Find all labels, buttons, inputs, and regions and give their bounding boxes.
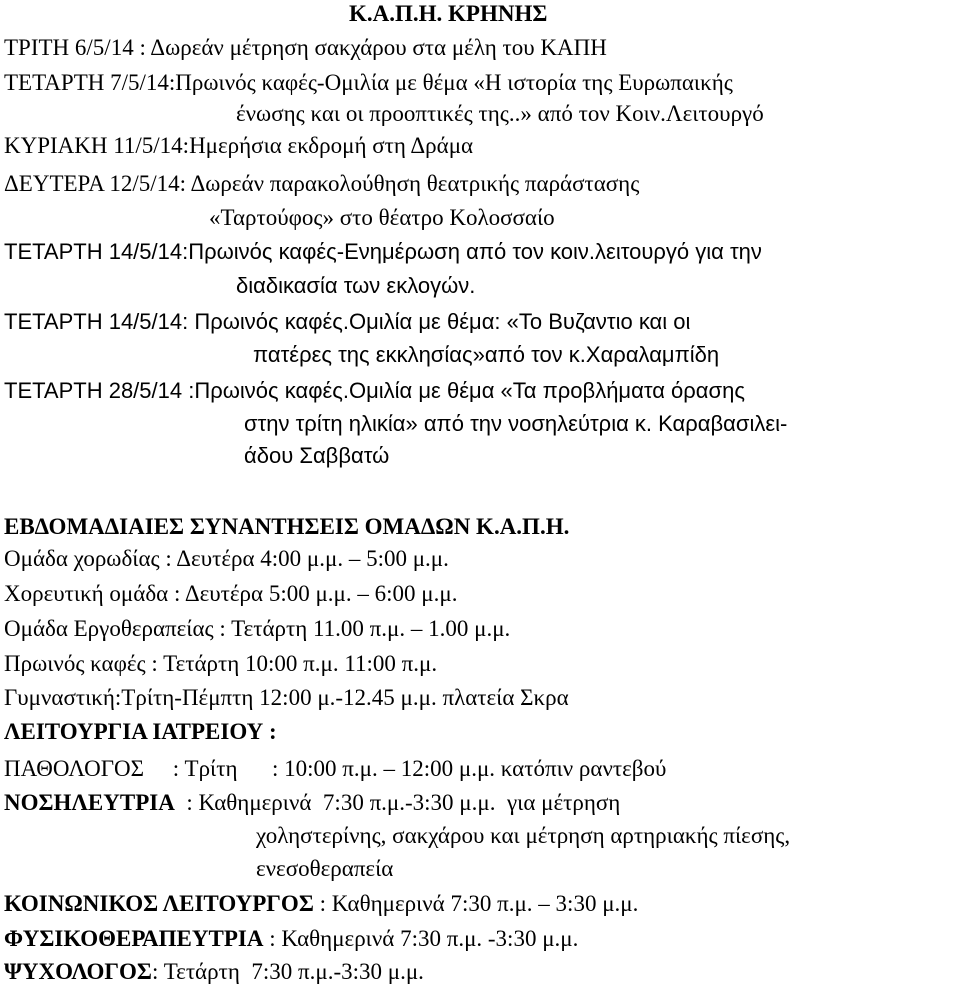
- clinic-role: ΚΟΙΝΩΝΙΚΟΣ ΛΕΙΤΟΥΡΓΟΣ: [4, 891, 314, 916]
- clinic-row: [4, 755, 666, 783]
- clinic-row: [4, 789, 620, 817]
- event-line: ΤΡΙΤΗ 6/5/14 : Δωρεάν μέτρηση σακχάρου στα μέλη του ΚΑΠΗ: [4, 35, 607, 60]
- event-continuation: πατέρες της εκκλησίας»από τον κ.Χαραλαμπίδη: [253, 342, 720, 367]
- clinic-hours: : Καθημερινά 7:30 π.μ. -3:30 μ.μ.: [263, 926, 579, 951]
- weekly-heading: ΕΒΔΟΜΑΔΙΑΙΕΣ ΣΥΝΑΝΤΗΣΕΙΣ ΟΜΑΔΩΝ Κ.Α.Π.Η.: [4, 514, 570, 539]
- page-title: Κ.Α.Π.Η. ΚΡΗΝΗΣ: [349, 1, 548, 26]
- event-continuation: στην τρίτη ηλικία» από την νοσηλεύτρια κ. Καραβασιλει-: [244, 411, 788, 436]
- clinic-role: ΠΑΘΟΛΟΓΟΣ: [4, 756, 145, 781]
- event-continuation: διαδικασία των εκλογών.: [236, 273, 476, 298]
- event-continuation: ένωσης και οι προοπτικές της..» από τον Κοιν.Λειτουργό: [236, 101, 764, 126]
- clinic-hours: : Τρίτη : 10:00 π.μ. – 12:00 μ.μ. κατόπιν ραντεβού: [144, 756, 667, 781]
- event-line: ΤΕΤΑΡΤΗ 7/5/14:Πρωινός καφές-Ομιλία με θέμα «Η ιστορία της Ευρωπαικής: [4, 70, 733, 95]
- clinic-hours: : Καθημερινά 7:30 π.μ. – 3:30 μ.μ.: [313, 891, 639, 916]
- weekly-item: Πρωινός καφές : Τετάρτη 10:00 π.μ. 11:00 π.μ.: [4, 651, 438, 676]
- event-continuation: άδου Σαββατώ: [244, 443, 390, 468]
- event-line: ΚΥΡΙΑΚΗ 11/5/14:Ημερήσια εκδρομή στη Δράμα: [4, 133, 474, 158]
- event-line: ΔΕΥΤΕΡΑ 12/5/14: Δωρεάν παρακολούθηση θεατρικής παράστασης: [4, 171, 640, 196]
- clinic-role: ΦΥΣΙΚΟΘΕΡΑΠΕΥΤΡΙΑ: [4, 926, 264, 951]
- weekly-item: Ομάδα χορωδίας : Δευτέρα 4:00 μ.μ. – 5:00 μ.μ.: [4, 546, 449, 571]
- clinic-hours: : Καθημερινά 7:30 π.μ.-3:30 μ.μ. για μέτρηση: [174, 790, 621, 815]
- clinic-heading: ΛΕΙΤΟΥΡΓΙΑ ΙΑΤΡΕΙΟΥ :: [4, 719, 277, 744]
- clinic-role: ΨΥΧΟΛΟΓΟΣ: [4, 959, 152, 984]
- clinic-row: [4, 925, 578, 953]
- clinic-hours: : Τετάρτη 7:30 π.μ.-3:30 μ.μ.: [151, 959, 424, 984]
- weekly-item: Γυμναστική:Τρίτη-Πέμπτη 12:00 μ.-12.45 μ.μ. πλατεία Σκρα: [4, 685, 569, 710]
- event-continuation: «Ταρτούφος» στο θέατρο Κολοσσαίο: [209, 205, 555, 230]
- event-line: ΤΕΤΑΡΤΗ 14/5/14:Πρωινός καφές-Ενημέρωση από τον κοιν.λειτουργό για την: [4, 239, 762, 264]
- weekly-item: Χορευτική ομάδα : Δευτέρα 5:00 μ.μ. – 6:00 μ.μ.: [4, 581, 458, 606]
- clinic-continuation: χοληστερίνης, σακχάρου και μέτρηση αρτηριακής πίεσης,: [256, 823, 791, 848]
- event-line: ΤΕΤΑΡΤΗ 28/5/14 :Πρωινός καφές.Ομιλία με θέμα «Τα προβλήματα όρασης: [4, 378, 745, 403]
- weekly-item: Ομάδα Εργοθεραπείας : Τετάρτη 11.00 π.μ. – 1.00 μ.μ.: [4, 616, 511, 641]
- clinic-role: ΝΟΣΗΛΕΥΤΡΙΑ: [4, 790, 175, 815]
- clinic-continuation: ενεσοθεραπεία: [256, 856, 394, 881]
- clinic-row: [4, 958, 424, 986]
- clinic-row: [4, 890, 638, 918]
- event-line: ΤΕΤΑΡΤΗ 14/5/14: Πρωινός καφές.Ομιλία με θέμα: «Το Βυζαντιο και οι: [4, 309, 691, 334]
